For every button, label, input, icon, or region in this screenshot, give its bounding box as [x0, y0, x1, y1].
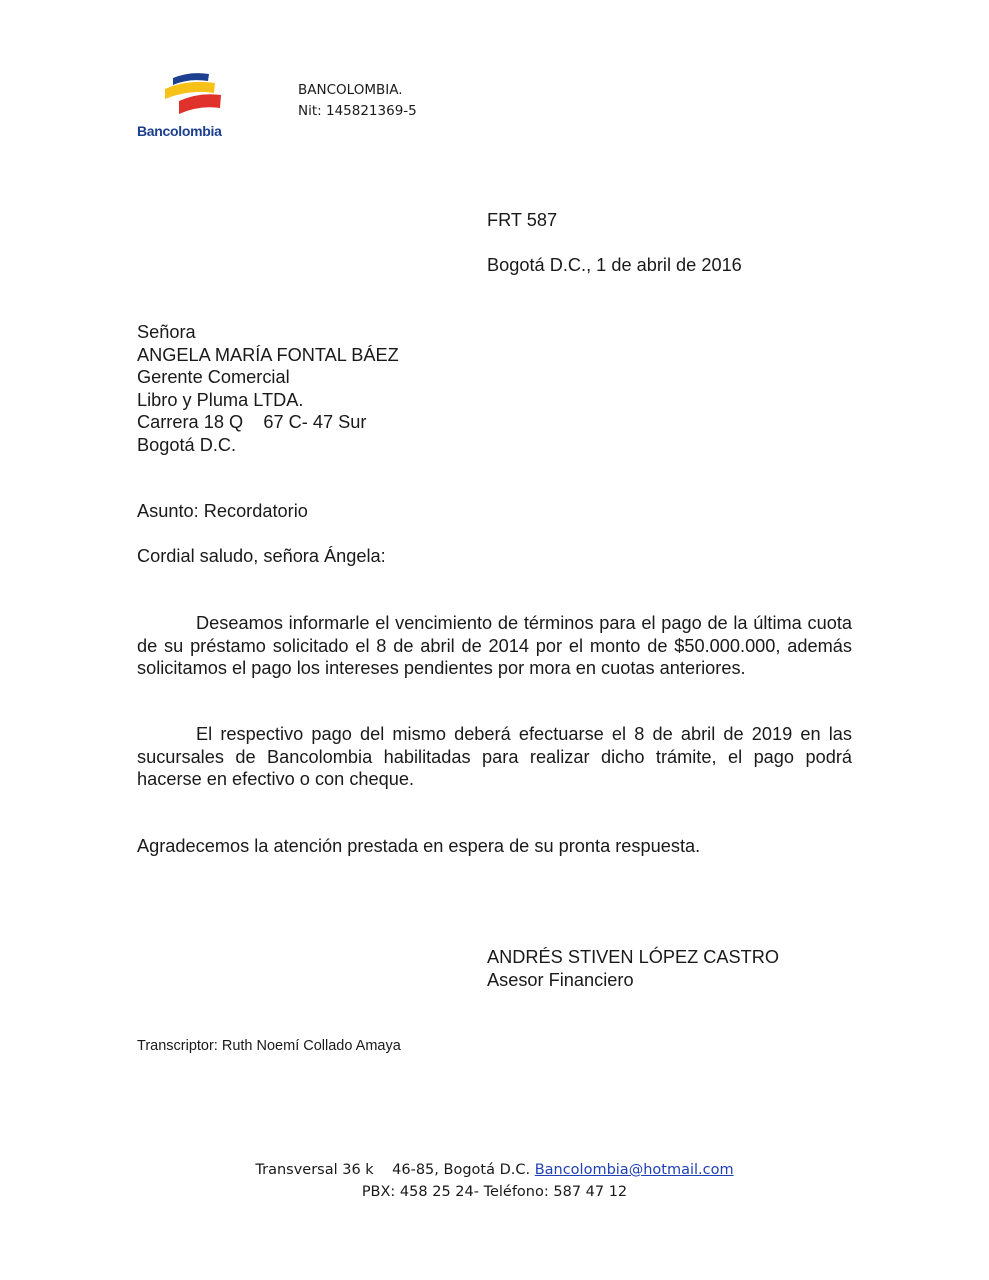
- letter-closing: Agradecemos la atención prestada en espera de su pronta respuesta.: [137, 836, 701, 856]
- company-name: BANCOLOMBIA.: [298, 82, 403, 98]
- letter-subject: Asunto: Recordatorio: [137, 501, 308, 521]
- body-paragraph: Deseamos informarle el vencimiento de términos para el pago de la última cuota de su préstamo solicitado el 8 de abril de 2014 por el monto de $50.000.000, además solicitamos el pago los intereses pendientes por mora en cuotas anteriores.: [137, 613, 852, 678]
- company-header: [298, 80, 417, 122]
- signer-title: Asesor Financiero: [487, 969, 634, 990]
- body-paragraph: El respectivo pago del mismo deberá efectuarse el 8 de abril de 2019 en las sucursales de Bancolombia habilitadas para realizar dicho trámite, el pago podrá hacerse en efectivo o con cheque.: [137, 724, 852, 789]
- company-nit: Nit: 145821369-5: [298, 103, 417, 119]
- recipient-company: Libro y Pluma LTDA.: [137, 389, 304, 410]
- recipient-address: Carrera 18 Q 67 C- 47 Sur: [137, 412, 367, 432]
- footer-address-line: [0, 1159, 989, 1181]
- footer-email-link[interactable]: Bancolombia@hotmail.com: [534, 1162, 734, 1178]
- recipient-position: Gerente Comercial: [137, 367, 290, 387]
- logo-wordmark: Bancolombia: [137, 123, 222, 139]
- recipient-block: [137, 321, 399, 456]
- recipient-name: ANGELA MARÍA FONTAL BÁEZ: [137, 344, 399, 365]
- transcriptor-note: Transcriptor: Ruth Noemí Collado Amaya: [137, 1038, 401, 1054]
- page-footer: [0, 1159, 989, 1203]
- signer-name: ANDRÉS STIVEN LÓPEZ CASTRO: [487, 947, 780, 967]
- footer-phones: PBX: 458 25 24- Teléfono: 587 47 12: [361, 1184, 628, 1200]
- letter-greeting: Cordial saludo, señora Ángela:: [137, 546, 386, 566]
- footer-address: Transversal 36 k 46-85, Bogotá D.C.: [255, 1162, 535, 1178]
- recipient-city: Bogotá D.C.: [137, 434, 237, 455]
- letter-date: Bogotá D.C., 1 de abril de 2016: [487, 255, 742, 275]
- recipient-salutation: Señora: [137, 322, 196, 342]
- signature-block: [487, 946, 779, 991]
- reference-code: FRT 587: [487, 210, 558, 230]
